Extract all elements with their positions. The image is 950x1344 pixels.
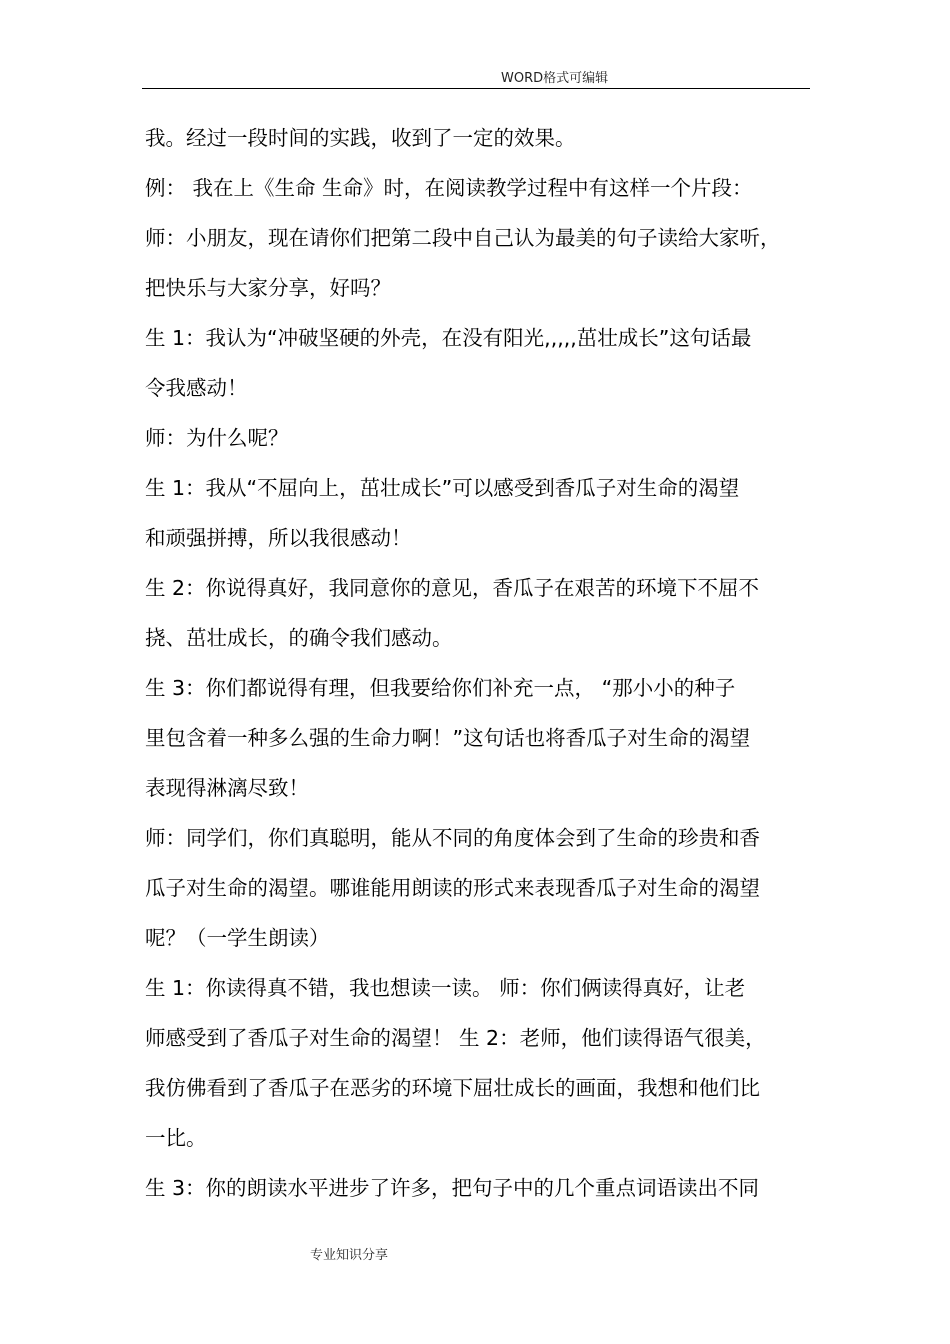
paragraph-line: 我。经过一段时间的实践，收到了一定的效果。 [145,126,576,150]
paragraph-line: 师：小朋友，现在请你们把第二段中自己认为最美的句子读给大家听， [145,226,781,250]
paragraph-line: 令我感动！ [145,376,248,400]
paragraph-line: 生 3：你的朗读水平进步了许多，把句子中的几个重点词语读出不同 [145,1176,760,1200]
paragraph-line: 我仿佛看到了香瓜子在恶劣的环境下屈壮成长的画面，我想和他们比 [145,1076,760,1100]
paragraph-line: 里包含着一种多么强的生命力啊！”这句话也将香瓜子对生命的渴望 [145,726,751,750]
paragraph-line: 生 2：你说得真好，我同意你的意见，香瓜子在艰苦的环境下不屈不 [145,576,760,600]
paragraph-line: 师：同学们，你们真聪明，能从不同的角度体会到了生命的珍贵和香 [145,826,760,850]
paragraph-line: 把快乐与大家分享，好吗？ [145,276,391,300]
paragraph-line: 呢？（一学生朗读） [145,926,330,950]
paragraph-line: 生 3：你们都说得有理，但我要给你们补充一点， “那小小的种子 [145,676,736,700]
paragraph-line: 师：为什么呢？ [145,426,289,450]
page-header [0,70,950,88]
paragraph-line: 生 1：你读得真不错，我也想读一读。 师：你们俩读得真好，让老 [145,976,746,1000]
paragraph-line: 挠、茁壮成长，的确令我们感动。 [145,626,453,650]
paragraph-line: 瓜子对生命的渴望。哪谁能用朗读的形式来表现香瓜子对生命的渴望 [145,876,760,900]
document-body [145,113,810,1213]
paragraph-line: 生 1：我认为“冲破坚硬的外壳，在没有阳光,,,,,茁壮成长”这句话最 [145,326,752,350]
paragraph-line: 师感受到了香瓜子对生命的渴望！ 生 2：老师，他们读得语气很美， [145,1026,766,1050]
paragraph-line: 生 1：我从“不屈向上，茁壮成长”可以感受到香瓜子对生命的渴望 [145,476,740,500]
header-rule [142,88,810,89]
header-text: WORD格式可编辑 [501,71,609,86]
paragraph-line: 例： 我在上《生命 生命》时，在阅读教学过程中有这样一个片段： [145,176,753,200]
paragraph-line: 表现得淋漓尽致！ [145,776,309,800]
paragraph-line: 一比。 [145,1126,207,1150]
page-footer: 专业知识分享 [310,1248,389,1263]
paragraph-line: 和顽强拼搏，所以我很感动！ [145,526,412,550]
